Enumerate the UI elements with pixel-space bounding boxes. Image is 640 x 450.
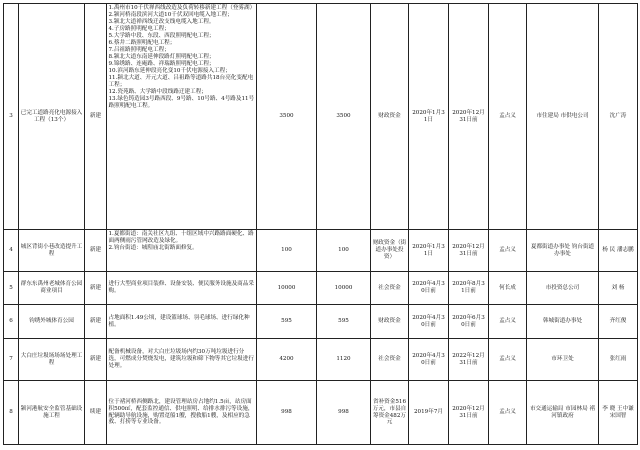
- content-line: 6.蔡井二路照明配电工程；: [108, 39, 176, 46]
- construction-content: 进行大型商业项目装修、设备安装、便民服务设施及商品采购。: [107, 272, 257, 305]
- total-investment: 100: [257, 230, 317, 272]
- responsible-unit: 夏都街道办事处 钧台街道办事处: [527, 230, 599, 272]
- content-line: 4.子房路照明配电工程；: [108, 25, 170, 32]
- total-investment: 998: [257, 381, 317, 445]
- table-row: [4, 230, 638, 272]
- content-line: 12.瓷苑路、大学路中段线路迁建工程；: [108, 88, 207, 95]
- project-name: 颍河港航安全监管基础设施工程: [19, 381, 85, 445]
- content-line: 5.大学路中段、东段、西段照明配电工程；: [108, 32, 215, 39]
- build-type: 新建: [85, 339, 107, 381]
- end-date: 2020年6月30日前: [449, 305, 489, 339]
- content-line: 11.颍北大道、开元大道、吕祖路等道路共18台亮化变配电工程；: [108, 74, 254, 88]
- row-number: 7: [4, 339, 19, 381]
- responsible-unit: 市环卫处: [527, 339, 599, 381]
- content-line: 1.夏都街道：南关社区九组、十组区域中兴路路面硬化、路面两侧雨污管网改造及绿化。: [108, 231, 254, 244]
- total-investment: 3500: [257, 4, 317, 230]
- project-name: 城区背街小巷改造提升工程: [19, 230, 85, 272]
- end-date: 2022年12月31日前: [449, 339, 489, 381]
- leader: 孟占义: [489, 230, 527, 272]
- end-date: 2020年12月31日前: [449, 381, 489, 445]
- content-line: 10.滨河路东延伸段亮化变10千伏电源接入工程；: [108, 67, 231, 74]
- table-row: [4, 272, 638, 305]
- project-name: 群东东禹州老城体育公园商业项目: [19, 272, 85, 305]
- leader: 孟占义: [489, 305, 527, 339]
- responsible-person: 刘 杨: [599, 272, 638, 305]
- total-investment: 4200: [257, 339, 317, 381]
- construction-content: 占地面积1.49公顷，建设篮球场、羽毛球场、进行绿化种植。: [107, 305, 257, 339]
- table-row: [4, 381, 638, 445]
- responsible-person: 沈广涛: [599, 4, 638, 230]
- start-date: 2020年1月31日: [409, 4, 449, 230]
- construction-content: [107, 4, 257, 230]
- construction-content: [107, 230, 257, 272]
- responsible-unit: 市住建局 市供电公司: [527, 4, 599, 230]
- table-row: [4, 339, 638, 381]
- project-name: 钧绣外城体育公园: [19, 305, 85, 339]
- row-number: 5: [4, 272, 19, 305]
- responsible-unit: 市交通运输局 市园林局 褚河镇政府: [527, 381, 599, 445]
- row-number: 6: [4, 305, 19, 339]
- funding-source: 省补资金516万元，市县自筹资金482万元: [371, 381, 409, 445]
- funding-source: 社会资金: [371, 272, 409, 305]
- row-number: 8: [4, 381, 19, 445]
- end-date: 2020年12月31日前: [449, 4, 489, 230]
- funding-source: 财政资金（街道办事处投资）: [371, 230, 409, 272]
- leader: 孟占义: [489, 381, 527, 445]
- start-date: 2019年7月: [409, 381, 449, 445]
- responsible-unit: 韩城街道办事处: [527, 305, 599, 339]
- row-number: 4: [4, 230, 19, 272]
- start-date: 2020年1月31日: [409, 230, 449, 272]
- content-line: 8.颍北大道东南延伸段路灯照明配电工程；: [108, 53, 215, 60]
- planned-investment: 3500: [317, 4, 371, 230]
- funding-source: 社会资金: [371, 339, 409, 381]
- planned-investment: 998: [317, 381, 371, 445]
- content-line: 1.禹州市10千伏禅西线改造及负荷转移新建工程（登雾湖）: [108, 5, 256, 11]
- end-date: 2020年8月31日前: [449, 272, 489, 305]
- leader: 何长成: [489, 272, 527, 305]
- planned-investment: 10000: [317, 272, 371, 305]
- build-type: 新建: [85, 272, 107, 305]
- content-line: 9.锦绣路、连庵路、祥瑞路照明配电工程；: [108, 60, 215, 67]
- build-type: 新建: [85, 230, 107, 272]
- planned-investment: 1120: [317, 339, 371, 381]
- row-number: 3: [4, 4, 19, 230]
- content-line: 2.钧台街道：城隍庙北街路面修复。: [108, 244, 198, 251]
- responsible-person: 齐红俊: [599, 305, 638, 339]
- responsible-person: 杨 民 潘志鹏: [599, 230, 638, 272]
- start-date: 2020年4月30日前: [409, 339, 449, 381]
- start-date: 2020年4月30日前: [409, 272, 449, 305]
- table-row: [4, 305, 638, 339]
- leader: 孟占义: [489, 339, 527, 381]
- total-investment: 10000: [257, 272, 317, 305]
- construction-content: 配备机械设备，对大白庄垃圾场内约30万吨垃圾进行分选，可燃成分焚烧发电，建筑垃圾和筛下物等其它垃圾进行处理。: [107, 339, 257, 381]
- construction-content: 位于褚河桥西侧路北，建设管理站房占地约1.5亩，站房面积500㎡，配套监控通信、供电照明、给排水排污等设施，配辆助导航设施，购置趸船1艘，搜救船1艘，及相应的急救、打捞等专业设备。: [107, 381, 257, 445]
- planned-investment: 100: [317, 230, 371, 272]
- table-row: [4, 4, 638, 230]
- content-line: 7.吕祖路照明配电工程；: [108, 46, 170, 53]
- end-date: 2020年12月31日前: [449, 230, 489, 272]
- build-type: 新建: [85, 4, 107, 230]
- responsible-unit: 市投资总公司: [527, 272, 599, 305]
- content-line: 13.绿色铸造园3号路西段、9号路、10号路、4号路及11号路照明配电工程。: [108, 95, 255, 109]
- content-line: 2.颍河桥南段滨河大道10千伏双回电缆入地工程；: [108, 11, 233, 18]
- project-table: [3, 3, 638, 445]
- planned-investment: 595: [317, 305, 371, 339]
- project-name: 大白庄垃圾场场场处理工程: [19, 339, 85, 381]
- funding-source: 财政资金: [371, 4, 409, 230]
- funding-source: 财政资金: [371, 305, 409, 339]
- content-line: 3.颍北大道禅西线迁改支线电缆入地工程。: [108, 18, 215, 25]
- project-name: 已完工道路亮化电源接入工程（13个）: [19, 4, 85, 230]
- build-type: 新建: [85, 305, 107, 339]
- leader: 孟占义: [489, 4, 527, 230]
- total-investment: 595: [257, 305, 317, 339]
- responsible-person: 李 晓 王中谦 宋国智: [599, 381, 638, 445]
- responsible-person: 张红雨: [599, 339, 638, 381]
- start-date: 2020年4月30日前: [409, 305, 449, 339]
- build-type: 续建: [85, 381, 107, 445]
